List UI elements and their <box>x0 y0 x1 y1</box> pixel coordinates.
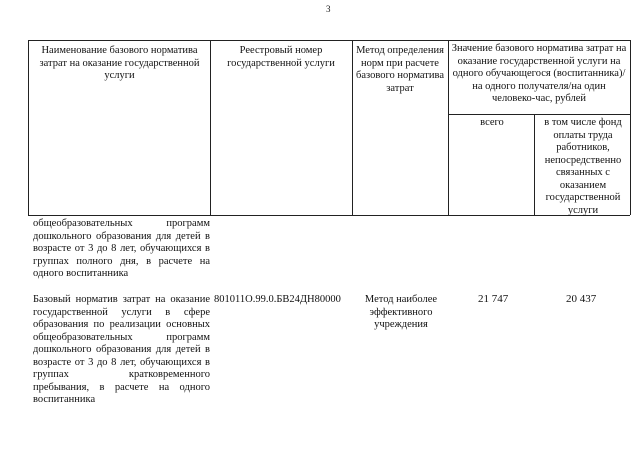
header-labor-fund: в том числе фонд оплаты труда работников, непосредственно связанных с оказанием государственной услуги <box>544 117 622 216</box>
row-2-registry-number: 801011О.99.0.БВ24ДН80000 <box>214 294 341 305</box>
header-calculation-method: Метод определения норм при расчете базового норматива затрат <box>355 45 444 94</box>
header-norm-value: Значение базового норматива затрат на оказание государственной услуги на одного обучающегося (воспитанника)/на одного получателя/на один человеко-час, рублей <box>451 43 627 104</box>
header-service-name: Наименование базового норматива затрат на оказание государственной услуги <box>39 45 200 81</box>
header-registry-number: Реестровый номер государственной услуги <box>227 45 335 69</box>
row-2-method: Метод наиболее эффективного учреждения <box>364 294 438 330</box>
row-2-total: 21 747 <box>478 293 509 305</box>
header-total: всего <box>480 117 504 128</box>
row-2-service-name: Базовый норматив затрат на оказание государственной услуги в сфере образования по реализации основных общеобразовательных программ дошкольного образования для детей в возрасте от 3 до 8 лет, обучающихся в группах кратковременного пребывания, в расчете на одного воспитанника <box>33 294 210 405</box>
row-1-service-name: общеобразовательных программ дошкольного образования для детей в возрасте от 3 до 8 лет, обучающихся в группах полного дня, в расчете на одного воспитанника <box>33 218 210 279</box>
row-2-labor-fund: 20 437 <box>566 293 597 305</box>
page-number: 3 <box>326 4 331 14</box>
